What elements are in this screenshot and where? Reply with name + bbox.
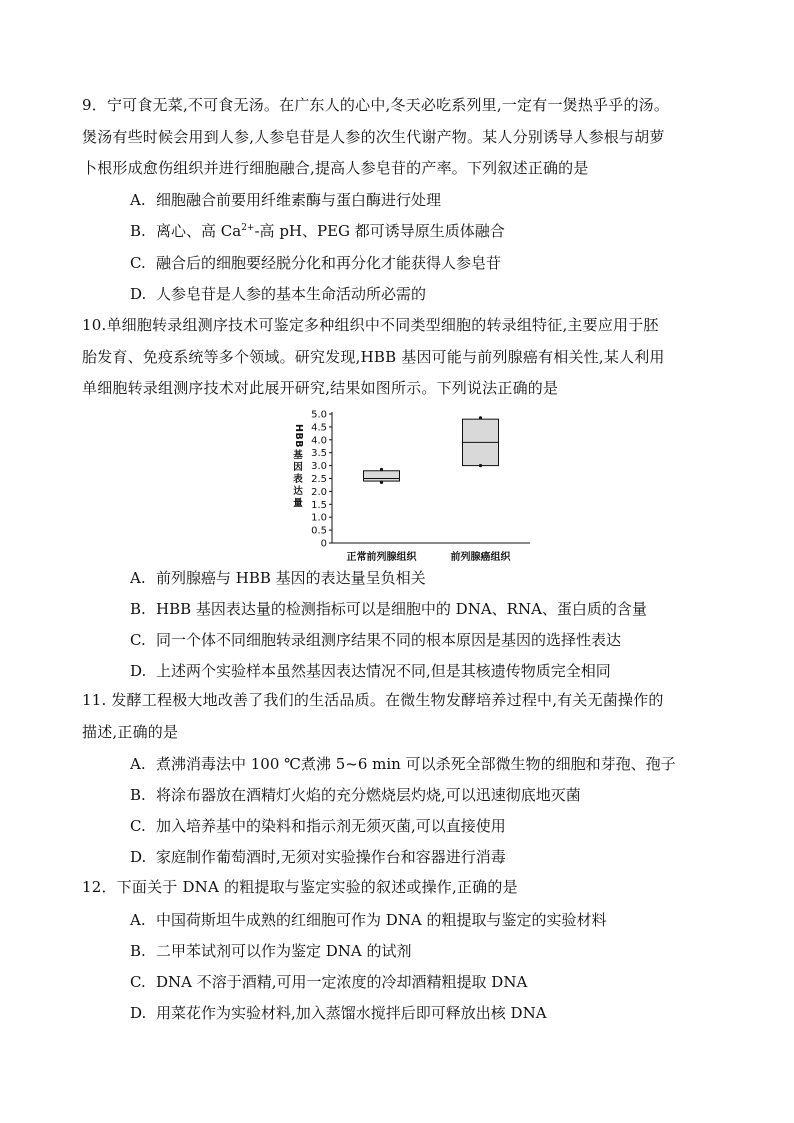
option-text-post: -高 pH、PEG 都可诱导原生质体融合 [254,222,505,240]
q12-option-c[interactable] [130,972,720,992]
q12-option-a[interactable] [130,910,720,930]
box [364,471,400,481]
option-text: DNA 不溶于酒精,可用一定浓度的冷却酒精粗提取 DNA [156,973,528,991]
option-text: 细胞融合前要用纤维素酶与蛋白酶进行处理 [156,191,442,209]
y-tick-label: 1.0 [311,512,327,524]
option-text: 前列腺癌与 HBB 基因的表达量呈负相关 [156,569,426,587]
q10-option-a[interactable] [130,568,720,588]
max-point [380,468,383,471]
y-tick-label: 5.0 [311,409,327,421]
q9-option-c[interactable] [130,253,720,273]
option-text: HBB 基因表达量的检测指标可以是细胞中的 DNA、RNA、蛋白质的含量 [156,600,647,618]
q12-option-d[interactable] [130,1003,720,1023]
option-label: D. [130,848,147,866]
y-label-cjk: 基因表达量 [293,449,303,509]
q11-option-b[interactable] [130,785,720,805]
q12-option-b[interactable] [130,941,720,961]
question-11-stem [82,685,722,748]
option-label: C. [130,631,146,649]
box-plot-chart [280,400,560,570]
option-text: 煮沸消毒法中 100 ℃煮沸 5~6 min 可以杀死全部微生物的细胞和芽孢、孢子 [156,755,676,773]
y-tick-label: 2.0 [311,486,327,498]
charge-superscript: 2+ [241,223,255,233]
question-10-stem [82,310,722,405]
q10-option-b[interactable] [130,599,720,619]
max-point [479,416,482,419]
option-text: 人参皂苷是人参的基本生命活动所必需的 [156,285,427,303]
stem-line: 单细胞转录组测序技术对此展开研究,结果如图所示。下列说法正确的是 [82,379,559,397]
stem-line: 10.单细胞转录组测序技术可鉴定多种组织中不同类型细胞的转录组特征,主要应用于胚 [82,316,659,334]
question-12-stem [82,872,722,904]
min-point [479,464,482,467]
y-label-latin: HBB [293,424,304,448]
stem-line: 卜根形成愈伤组织并进行细胞融合,提高人参皂苷的产率。下列叙述正确的是 [82,159,589,177]
option-label: C. [130,973,146,991]
option-text: 加入培养基中的染料和指示剂无须灭菌,可以直接使用 [156,817,506,835]
option-label: D. [130,285,147,303]
stem-line: 9．宁可食无菜,不可食无汤。在广东人的心中,冬天必吃系列里,一定有一煲热乎乎的汤。 [82,96,670,114]
stem-line: 胎发育、免疫系统等多个领域。研究发现,HBB 基因可能与前列腺癌有相关性,某人利用 [82,347,665,366]
y-tick-label: 3.0 [311,461,327,473]
stem-line: 描述,正确的是 [82,722,179,741]
q9-option-b[interactable] [130,221,720,241]
q9-option-d[interactable] [130,284,720,304]
option-label: B. [130,942,146,960]
option-label: B. [130,786,146,804]
option-label: D. [130,662,147,680]
q11-option-c[interactable] [130,816,720,836]
x-category-label: 正常前列腺组织 [346,552,417,563]
y-tick-label: 4.5 [311,422,327,434]
y-tick-label: 0 [320,538,327,550]
q10-option-c[interactable] [130,630,720,650]
stem-line: 煲汤有些时候会用到人参,人参皂苷是人参的次生代谢产物。某人分别诱导人参根与胡萝 [82,127,665,146]
q11-option-a[interactable] [130,754,720,774]
y-tick-label: 2.5 [311,474,327,485]
option-text: 二甲苯试剂可以作为鉴定 DNA 的试剂 [156,942,412,960]
option-text: 用菜花作为实验材料,加入蒸馏水搅拌后即可释放出核 DNA [156,1004,547,1022]
option-text: 同一个体不同细胞转录组测序结果不同的根本原因是基因的选择性表达 [156,631,622,649]
option-text: 中国荷斯坦牛成熟的红细胞可作为 DNA 的粗提取与鉴定的实验材料 [156,911,607,929]
q11-option-d[interactable] [130,847,720,867]
y-tick-label: 4.0 [311,435,327,447]
option-label: D. [130,1004,147,1022]
question-9-stem [82,90,722,185]
q10-option-d[interactable] [130,661,720,681]
option-text-pre: 离心、高 Ca [156,222,242,240]
option-text: 家庭制作葡萄酒时,无须对实验操作台和容器进行消毒 [156,848,506,866]
stem-line: 12．下面关于 DNA 的粗提取与鉴定实验的叙述或操作,正确的是 [82,878,518,896]
option-label: C. [130,817,146,835]
option-text: 融合后的细胞要经脱分化和再分化才能获得人参皂苷 [156,254,502,272]
option-text: 上述两个实验样本虽然基因表达情况不同,但是其核遗传物质完全相同 [156,662,611,680]
y-tick-label: 3.5 [311,448,327,460]
option-label: B. [130,600,146,618]
option-label: A. [130,191,146,209]
option-text: 将涂布器放在酒精灯火焰的充分燃烧层灼烧,可以迅速彻底地灭菌 [156,786,581,804]
option-label: B. [130,222,146,240]
q9-option-a[interactable] [130,190,720,210]
y-tick-label: 1.5 [311,499,327,511]
option-label: A. [130,569,146,587]
y-tick-label: 0.5 [311,525,327,537]
stem-line: 11. 发酵工程极大地改善了我们的生活品质。在微生物发酵培养过程中,有关无菌操作的 [82,691,664,709]
option-label: A. [130,755,146,773]
option-label: A. [130,911,146,929]
min-point [380,481,383,484]
box-plot-svg [280,400,560,570]
option-label: C. [130,254,146,272]
x-category-label: 前列腺癌组织 [450,552,511,563]
